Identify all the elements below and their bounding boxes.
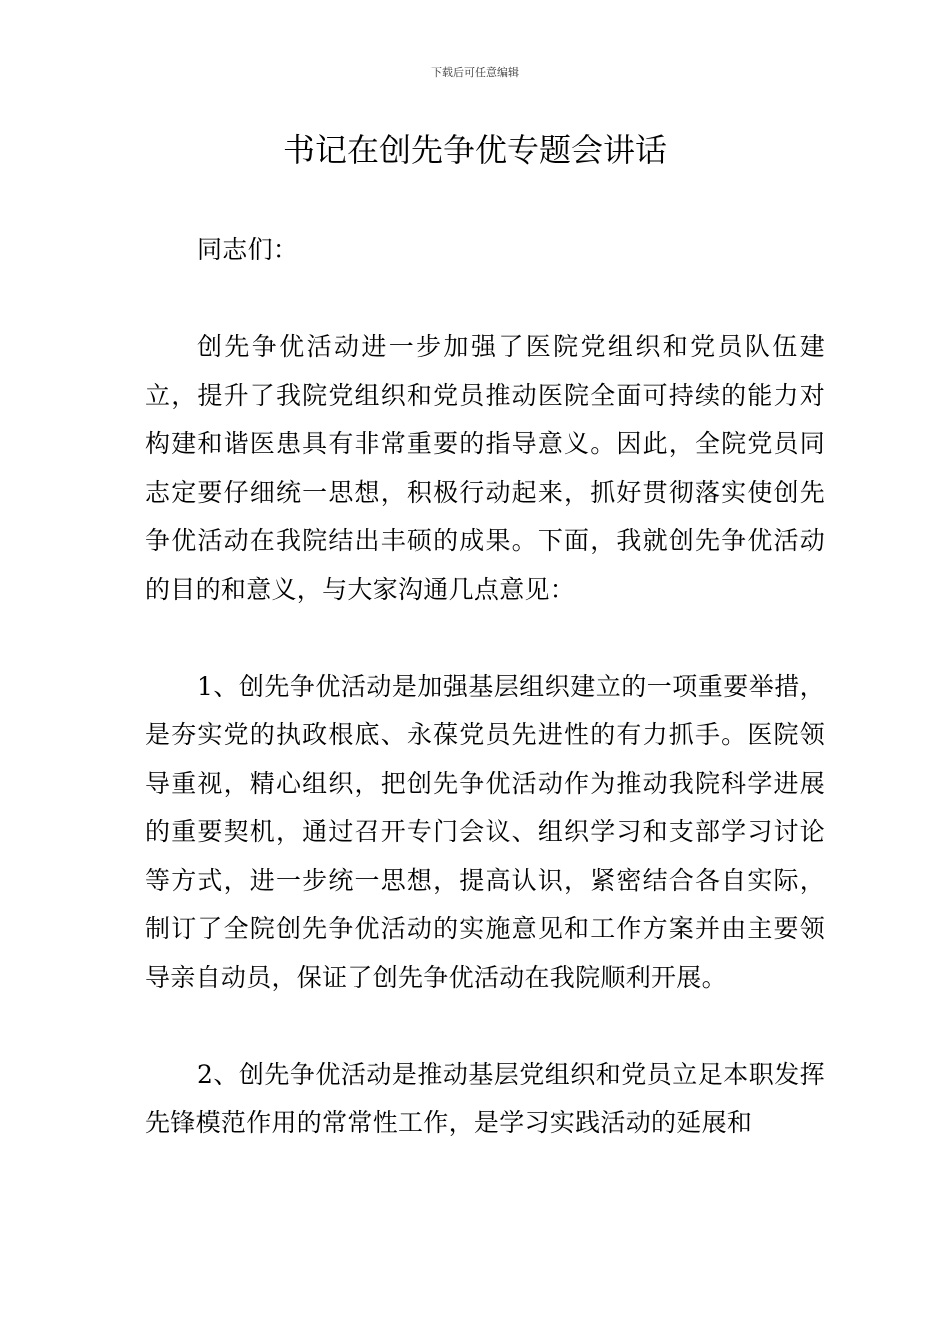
paragraph-intro: 创先争优活动进一步加强了医院党组织和党员队伍建立，提升了我院党组织和党员推动医院全面可持续的能力对构建和谐医患具有非常重要的指导意义。因此，全院党员同志定要仔细统一思想，积极行动起来，抓好贯彻落实使创先争优活动在我院结出丰硕的成果。下面，我就创先争优活动的目的和意义，与大家沟通几点意见： (145, 332, 825, 604)
document-body (145, 226, 825, 1196)
paragraph-point-1: 1、创先争优活动是加强基层组织建立的一项重要举措，是夯实党的执政根底、永葆党员先进性的有力抓手。医院领导重视，精心组织，把创先争优活动作为推动我院科学进展的重要契机，通过召开专门会议、组织学习和支部学习讨论等方式，进一步统一思想，提高认识，紧密结合各自实际，制订了全院创先争优活动的实施意见和工作方案并由主要领导亲自动员，保证了创先争优活动在我院顺利开展。 (145, 671, 825, 992)
header-note: 下载后可任意编辑 (431, 66, 519, 79)
paragraph-point-2: 2、创先争优活动是推动基层党组织和党员立足本职发挥先锋模范作用的常常性工作，是学习实践活动的延展和 (145, 1059, 825, 1137)
salutation: 同志们： (197, 235, 299, 264)
document-title: 书记在创先争优专题会讲话 (282, 131, 667, 169)
